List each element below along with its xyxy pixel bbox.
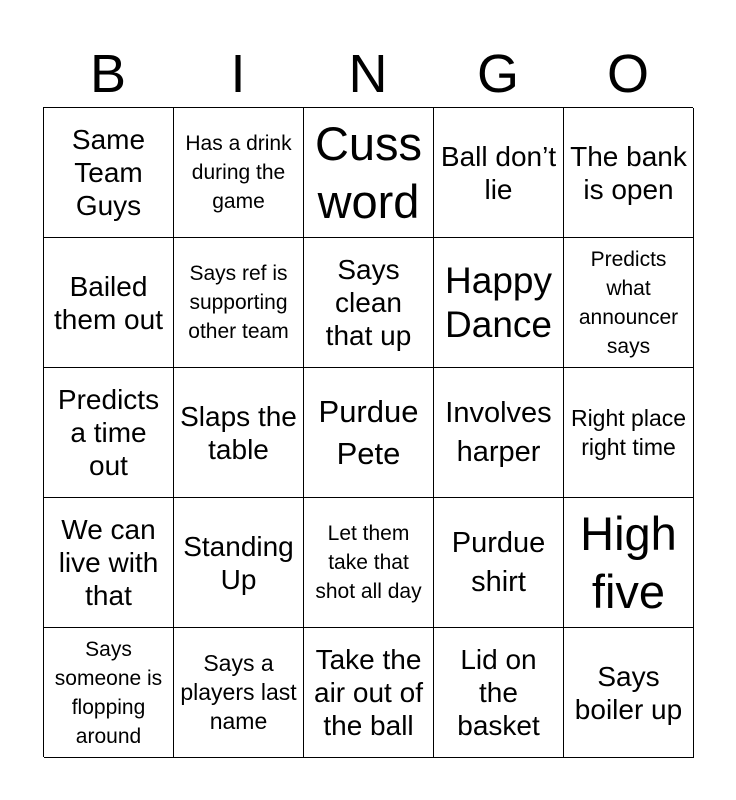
bingo-cell[interactable] [434,368,564,498]
bingo-header [43,40,693,108]
bingo-cell[interactable] [564,368,694,498]
bingo-board [43,107,693,757]
header-letter-g: G [476,44,519,104]
cell-text: Has a drink during the game [185,132,292,213]
cell-text: Happy Dance [445,259,552,345]
bingo-cell[interactable] [564,108,694,238]
bingo-cell[interactable] [174,108,304,238]
bingo-cell[interactable] [564,238,694,368]
header-letter-o: O [606,44,649,104]
cell-text: Says someone is flopping around [54,637,163,748]
bingo-cell[interactable] [44,368,174,498]
cell-text: The bank is open [570,140,687,205]
cell-text: Purdue shirt [451,526,546,598]
bingo-cell[interactable] [304,368,434,498]
cell-text: High five [580,506,677,618]
bingo-cell[interactable] [44,238,174,368]
bingo-cell[interactable] [174,628,304,758]
bingo-cell[interactable] [434,628,564,758]
bingo-cell[interactable] [174,238,304,368]
bingo-cell[interactable] [174,498,304,628]
bingo-cell[interactable] [564,628,694,758]
cell-text: Bailed them out [54,270,163,335]
cell-text: Involves harper [445,396,552,468]
header-letter-n: N [348,44,388,104]
cell-text: Ball don’t lie [440,140,557,205]
bingo-cell[interactable] [434,238,564,368]
cell-text: Let them take that shot all day [315,522,422,603]
bingo-cell[interactable] [564,498,694,628]
bingo-cell[interactable] [434,108,564,238]
cell-text: Says clean that up [325,254,412,351]
bingo-cell[interactable] [304,238,434,368]
header-letter-b: B [89,44,127,104]
bingo-cell[interactable] [44,628,174,758]
cell-text: Lid on the basket [457,644,540,741]
cell-text: Says boiler up [574,660,683,725]
cell-text: Cuss word [314,116,423,228]
cell-text: Take the air out of the ball [314,644,423,741]
cell-text: We can live with that [58,514,159,611]
cell-text: Purdue Pete [318,393,419,471]
cell-text: Predicts a time out [57,384,160,481]
cell-text: Says ref is supporting other team [188,262,289,343]
bingo-cell[interactable] [304,108,434,238]
bingo-cell[interactable] [44,498,174,628]
cell-text: Says a players last name [180,650,297,734]
header-letter-i: I [230,44,246,104]
bingo-cell[interactable] [434,498,564,628]
cell-text: Right place right time [570,404,687,460]
cell-text: Predicts what announcer says [578,247,679,358]
cell-text: Slaps the table [180,400,297,465]
cell-text: Same Team Guys [71,124,146,221]
cell-text: Standing Up [183,530,294,595]
bingo-cell[interactable] [304,498,434,628]
bingo-cell[interactable] [304,628,434,758]
bingo-cell[interactable] [174,368,304,498]
bingo-cell[interactable] [44,108,174,238]
